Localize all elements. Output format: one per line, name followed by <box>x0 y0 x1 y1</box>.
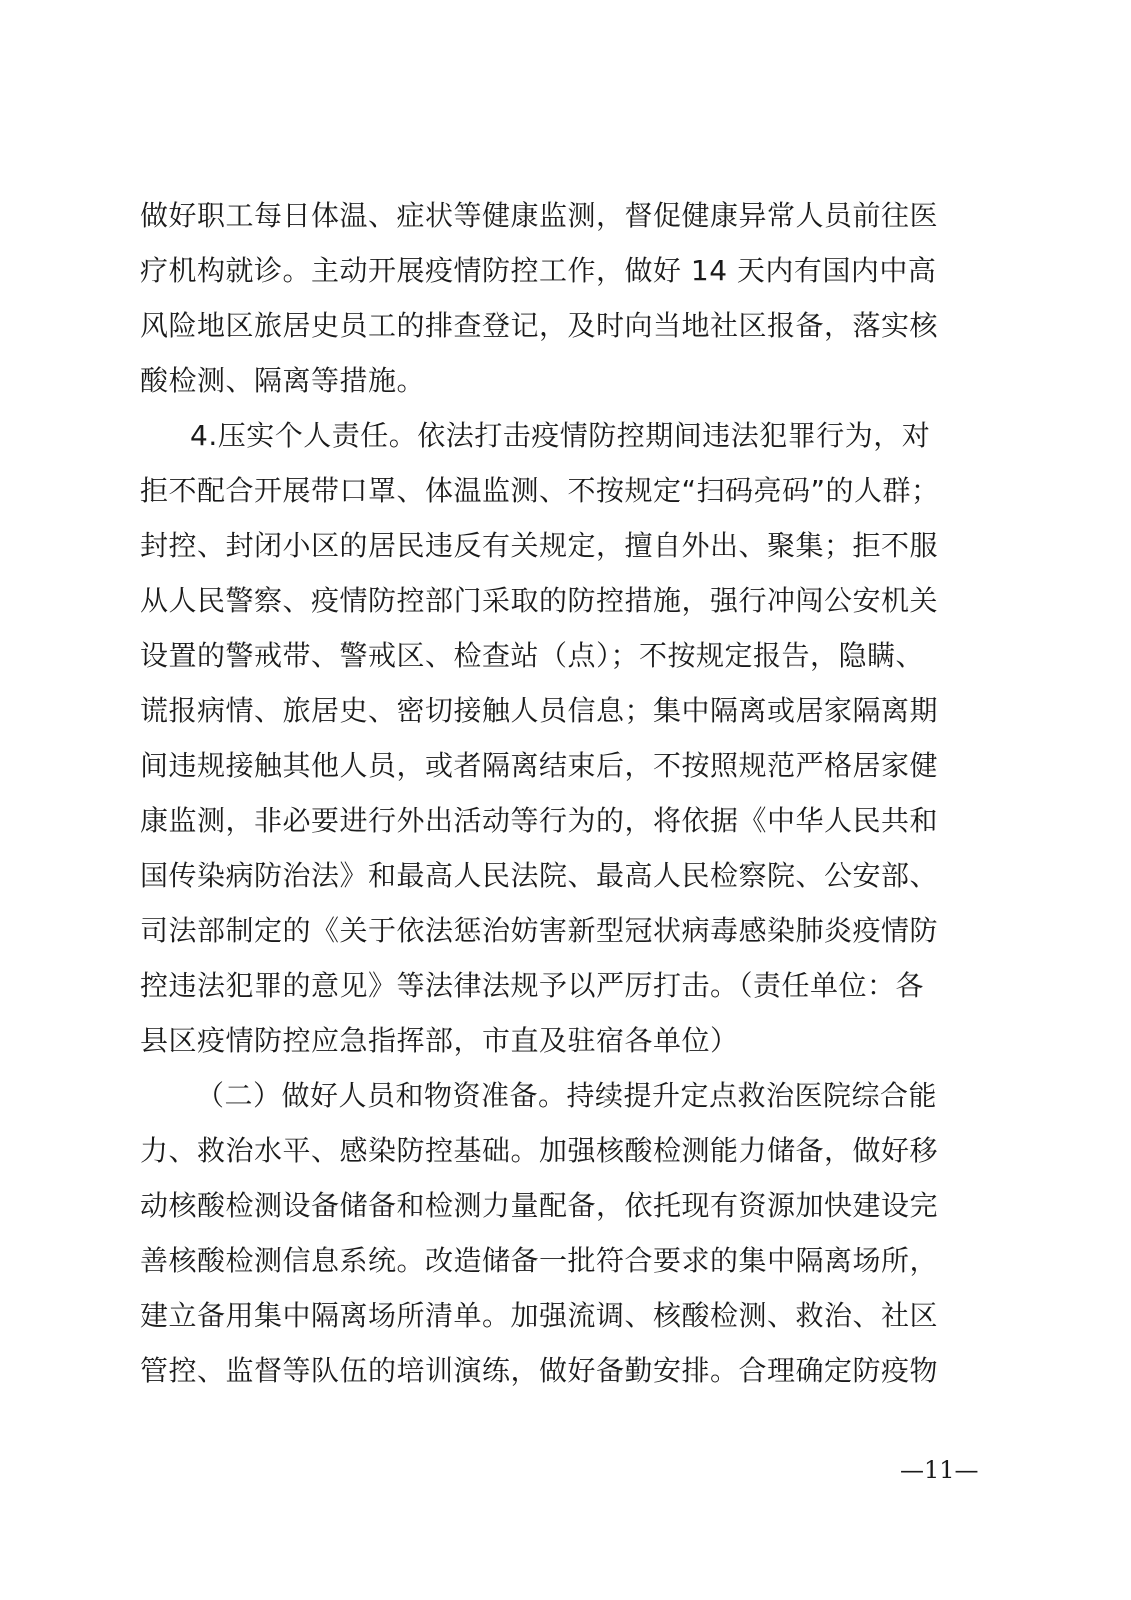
text-line: 做好职工每日体温、症状等健康监测，督促健康异常人员前往医 <box>140 199 939 232</box>
text-line: 酸检测、隔离等措施。 <box>140 364 426 397</box>
page-number: —11— <box>900 1456 979 1484</box>
text-line: 从人民警察、疫情防控部门采取的防控措施，强行冲闯公安机关 <box>140 584 939 617</box>
text-line: 控违法犯罪的意见》等法律法规予以严厉打击。（责任单位：各 <box>140 969 925 1002</box>
text-line: （二）做好人员和物资准备。持续提升定点救治医院综合能 <box>196 1079 938 1112</box>
text-line: 间违规接触其他人员，或者隔离结束后，不按照规范严格居家健 <box>140 749 939 782</box>
text-line: 善核酸检测信息系统。改造储备一批符合要求的集中隔离场所， <box>140 1244 939 1277</box>
text-line: 谎报病情、旅居史、密切接触人员信息；集中隔离或居家隔离期 <box>140 694 939 727</box>
text-line: 力、救治水平、感染防控基础。加强核酸检测能力储备，做好移 <box>140 1134 939 1167</box>
text-line: 动核酸检测设备储备和检测力量配备，依托现有资源加快建设完 <box>140 1189 939 1222</box>
text-line: 设置的警戒带、警戒区、检查站（点）；不按规定报告，隐瞒、 <box>140 639 925 672</box>
text-line: 建立备用集中隔离场所清单。加强流调、核酸检测、救治、社区 <box>140 1299 939 1332</box>
text-line: 县区疫情防控应急指挥部，市直及驻宿各单位） <box>140 1024 739 1057</box>
text-line: 管控、监督等队伍的培训演练，做好备勤安排。合理确定防疫物 <box>140 1354 939 1387</box>
text-line: 康监测，非必要进行外出活动等行为的，将依据《中华人民共和 <box>140 804 939 837</box>
text-line: 拒不配合开展带口罩、体温监测、不按规定“扫码亮码”的人群； <box>140 474 940 507</box>
text-line: 封控、封闭小区的居民违反有关规定，擅自外出、聚集；拒不服 <box>140 529 939 562</box>
text-line: 风险地区旅居史员工的排查登记，及时向当地社区报备，落实核 <box>140 309 939 342</box>
text-line: 国传染病防治法》和最高人民法院、最高人民检察院、公安部、 <box>140 859 939 892</box>
document-page <box>140 188 992 1488</box>
text-line: 4.压实个人责任。依法打击疫情防控期间违法犯罪行为，对 <box>190 419 931 452</box>
text-line: 疗机构就诊。主动开展疫情防控工作，做好 14 天内有国内中高 <box>140 254 937 287</box>
text-line: 司法部制定的《关于依法惩治妨害新型冠状病毒感染肺炎疫情防 <box>140 914 939 947</box>
